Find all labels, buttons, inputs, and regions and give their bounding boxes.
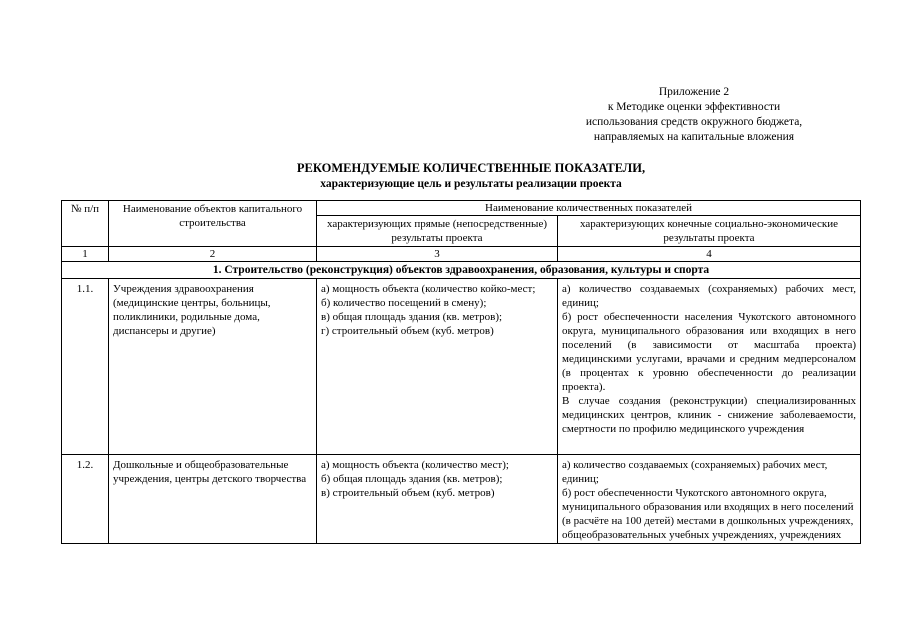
document-title: РЕКОМЕНДУЕМЫЕ КОЛИЧЕСТВЕННЫЕ ПОКАЗАТЕЛИ, (296, 161, 646, 175)
direct-indicator: г) строительный объем (куб. метров) (321, 325, 494, 337)
appendix-line: Приложение 2 (658, 86, 730, 98)
row-number: 1.1. (62, 279, 109, 455)
direct-results-cell (317, 455, 558, 544)
appendix-note (544, 85, 844, 145)
indicators-table (61, 200, 861, 544)
final-results-cell (558, 279, 861, 455)
table-row (62, 279, 861, 455)
direct-indicator: б) общая площадь здания (кв. метров); (321, 473, 503, 485)
appendix-line: использования средств окружного бюджета, (585, 116, 803, 128)
final-indicator: б) рост обеспеченности населения Чукотского автономного округа, муниципального образования или входящих в него поселений (в зависимости от масштаба проекта) медицинскими услугами, врачами и средним медперсоналом (в процентах к уровню обеспеченности до реализации проекта). (562, 311, 856, 393)
document-subtitle: характеризующие цель и результаты реализации проекта (320, 178, 622, 190)
direct-results-cell (317, 279, 558, 455)
final-indicator: б) рост обеспеченности Чукотского автономного округа, муниципального образования или входящих в него поселений (в расчёте на 100 детей) местами в дошкольных учреждениях, общеобразовательных учебных учреждениях, учреждениях (562, 487, 854, 541)
table-row (62, 455, 861, 544)
header-object-name: Наименование объектов капитального строительства (109, 201, 317, 247)
final-indicator: В случае создания (реконструкции) специализированных медицинских центров, клиник - снижение заболеваемости, смертности по профилю медицинского учреждения (562, 395, 856, 435)
object-name: Учреждения здравоохранения (медицинские центры, больницы, поликлиники, родильные дома, диспансеры и другие) (109, 279, 317, 455)
direct-indicator: б) количество посещений в смену); (321, 297, 487, 309)
section-row (62, 262, 861, 279)
direct-indicator: а) мощность объекта (количество койко-мест; (321, 283, 536, 295)
header-direct-results: характеризующих прямые (непосредственные) результаты проекта (317, 216, 558, 247)
final-indicator: а) количество создаваемых (сохраняемых) рабочих мест, единиц; (562, 283, 856, 309)
final-results-cell (558, 455, 861, 544)
section-heading: 1. Строительство (реконструкция) объектов здравоохранения, образования, культуры и спорта (62, 262, 861, 279)
final-indicator: а) количество создаваемых (сохраняемых) рабочих мест, единиц; (562, 459, 828, 485)
header-indicators: Наименование количественных показателей (317, 201, 861, 216)
column-number-row (62, 247, 861, 262)
column-number: 4 (558, 247, 861, 262)
object-name: Дошкольные и общеобразовательные учреждения, центры детского творчества (109, 455, 317, 544)
column-number: 2 (109, 247, 317, 262)
direct-indicator: в) общая площадь здания (кв. метров); (321, 311, 503, 323)
appendix-line: к Методике оценки эффективности (607, 101, 781, 113)
row-number: 1.2. (62, 455, 109, 544)
direct-indicator: а) мощность объекта (количество мест); (321, 459, 509, 471)
header-final-results: характеризующих конечные социально-экономические результаты проекта (558, 216, 861, 247)
header-num: № п/п (62, 201, 109, 247)
header-row (62, 201, 861, 216)
appendix-line: направляемых на капитальные вложения (593, 131, 795, 143)
column-number: 1 (62, 247, 109, 262)
direct-indicator: в) строительный объем (куб. метров) (321, 487, 495, 499)
column-number: 3 (317, 247, 558, 262)
